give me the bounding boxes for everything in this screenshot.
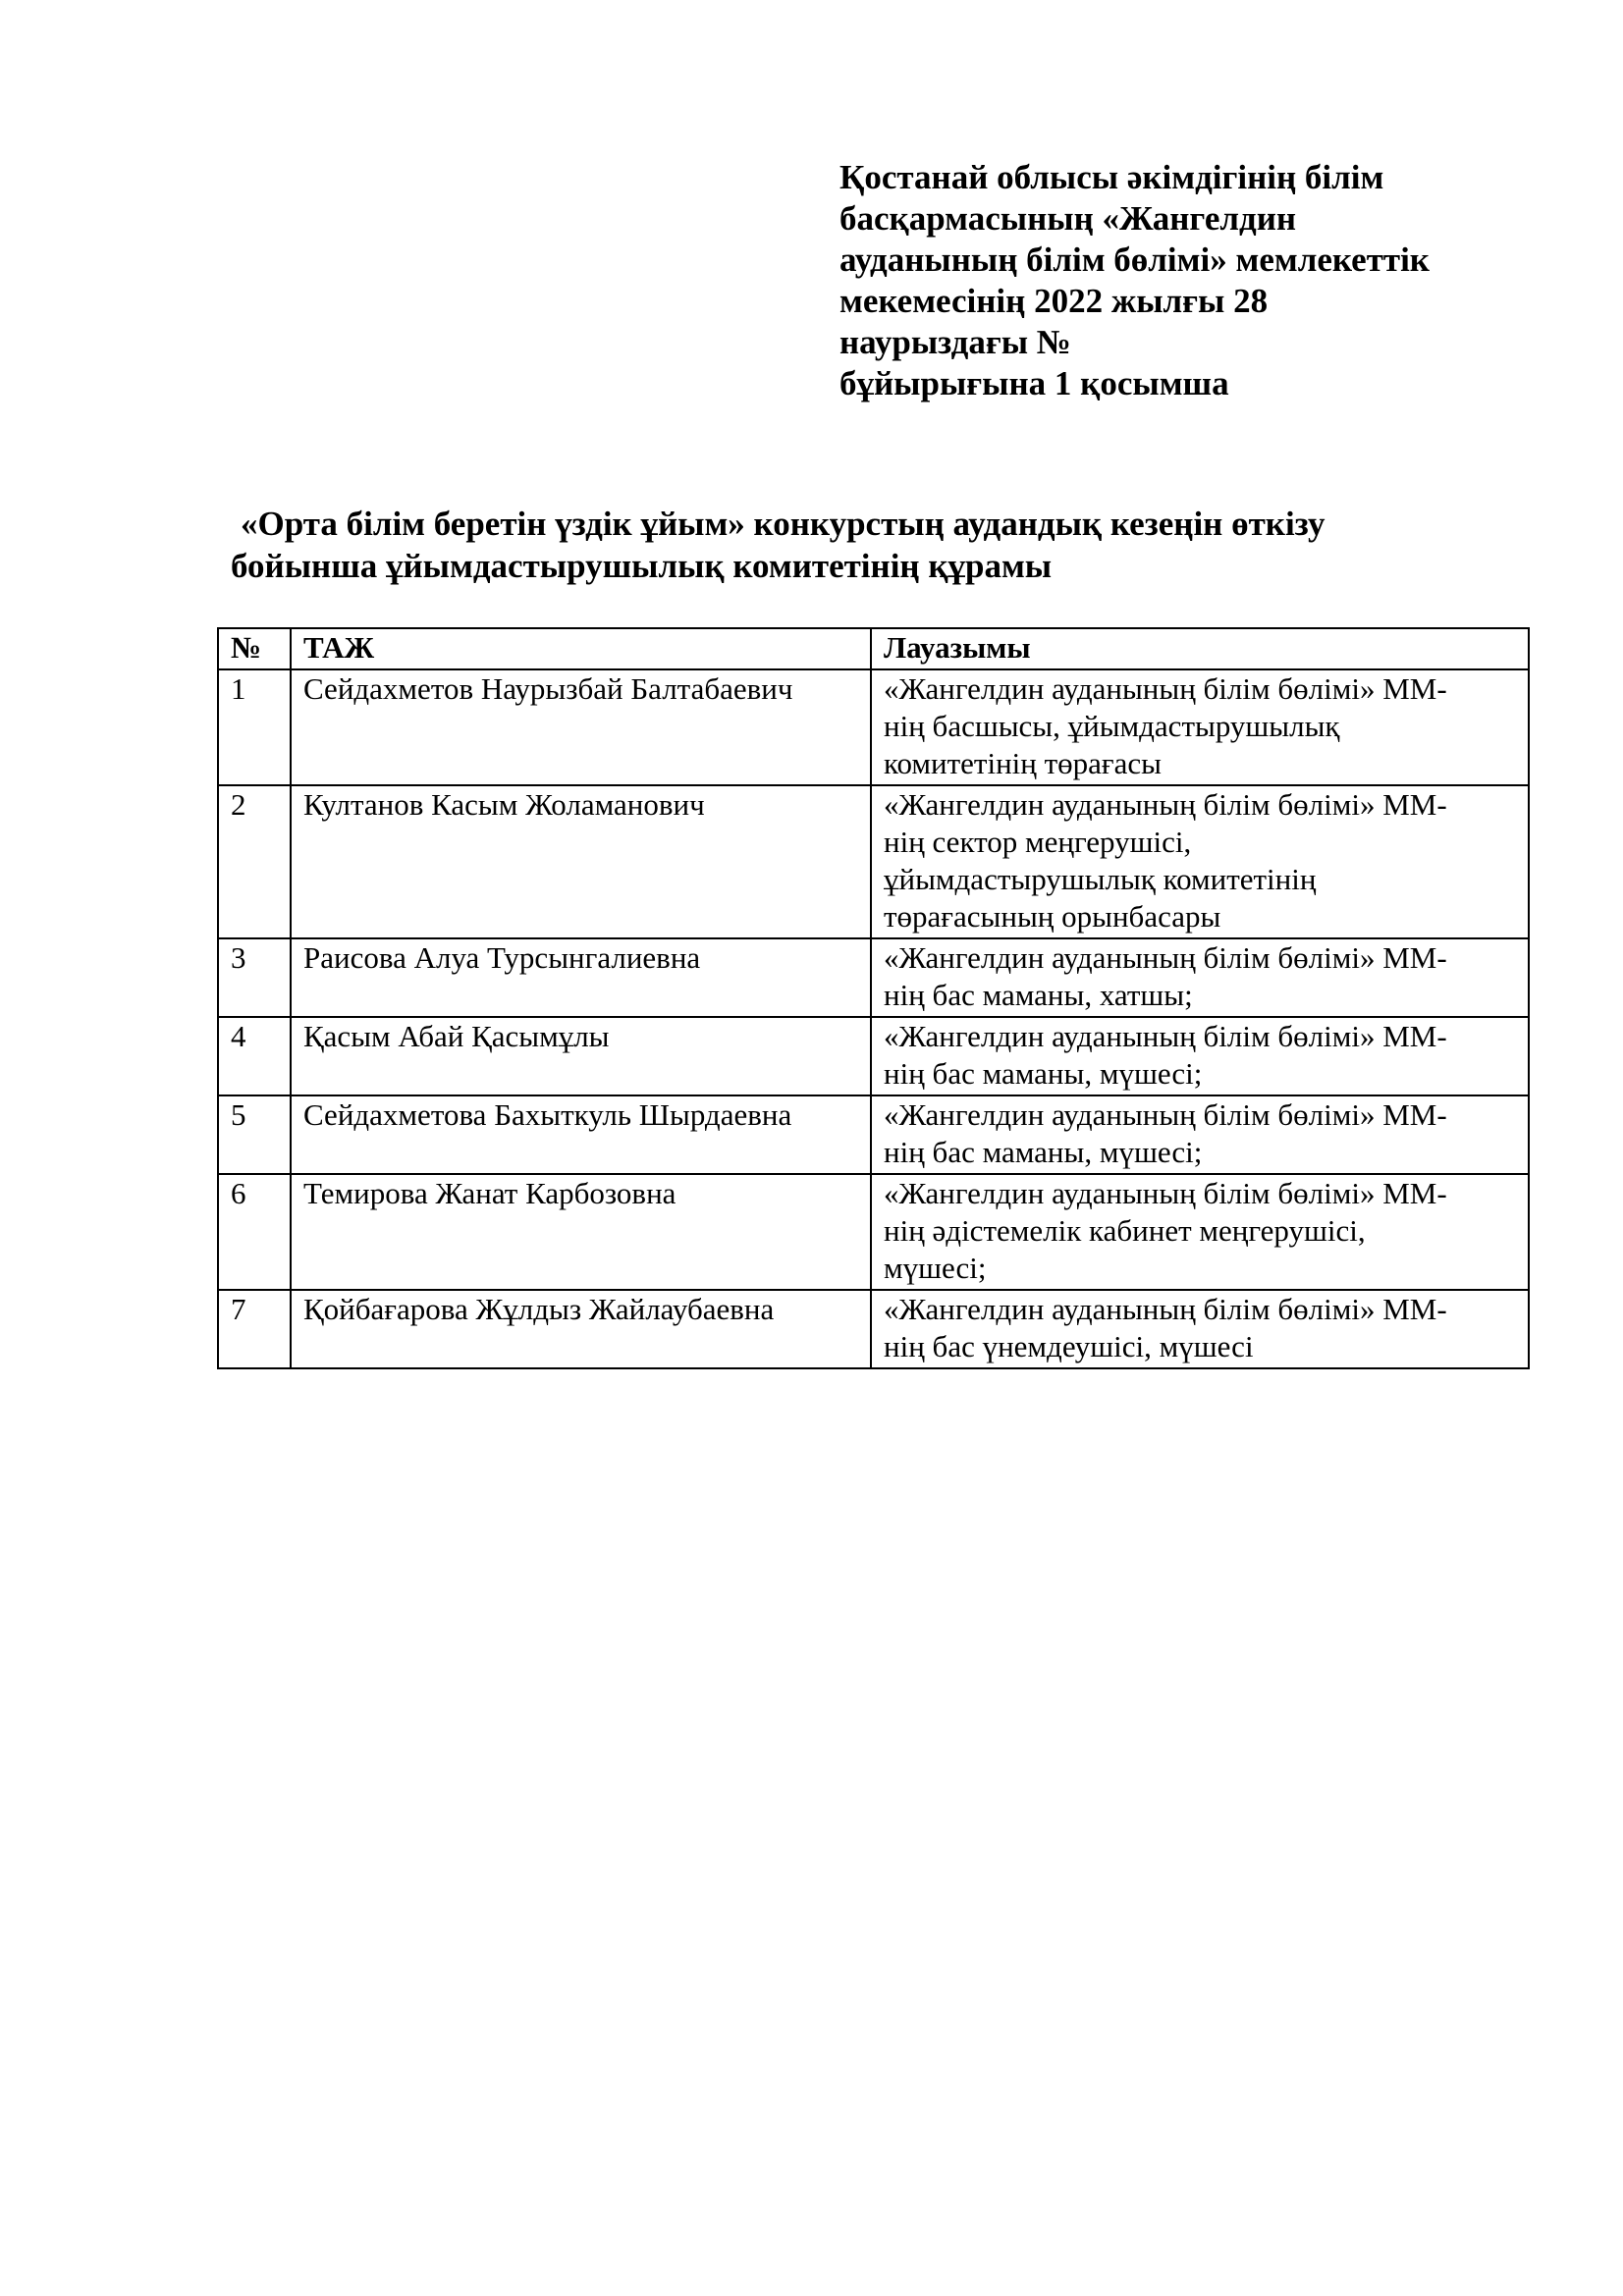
- table-row: [218, 938, 1529, 1017]
- position-line: «Жангелдин ауданының білім бөлімі» ММ-: [884, 787, 1447, 822]
- member-name: Раисова Алуа Турсынгалиевна: [291, 938, 871, 1017]
- position-line: нің бас маманы, хатшы;: [884, 978, 1193, 1012]
- position-line: ұйымдастырушылық комитетінің: [884, 862, 1317, 896]
- row-number: 6: [218, 1174, 291, 1290]
- position-line: «Жангелдин ауданының білім бөлімі» ММ-: [884, 671, 1447, 706]
- row-number: 1: [218, 669, 291, 785]
- row-number: 2: [218, 785, 291, 938]
- position-line: төрағасының орынбасары: [884, 899, 1221, 934]
- position-line: «Жангелдин ауданының білім бөлімі» ММ-: [884, 1097, 1447, 1132]
- position-line: нің басшысы, ұйымдастырушылық: [884, 709, 1340, 743]
- member-name: Темирова Жанат Карбозовна: [291, 1174, 871, 1290]
- title-line: «Орта білім беретін үздік ұйым» конкурстың аудандық кезеңін өткізу: [241, 505, 1325, 543]
- member-name: Сейдахметова Бахыткуль Шырдаевна: [291, 1095, 871, 1174]
- member-name: Сейдахметов Наурызбай Балтабаевич: [291, 669, 871, 785]
- annex-line: мекемесінің 2022 жылғы 28: [839, 282, 1269, 320]
- table-row: [218, 1174, 1529, 1290]
- table-row: [218, 1095, 1529, 1174]
- table-row: [218, 785, 1529, 938]
- header-position: Лауазымы: [871, 628, 1529, 669]
- table-row: [218, 1290, 1529, 1368]
- position-line: нің әдістемелік кабинет меңгерушісі,: [884, 1213, 1366, 1248]
- table-row: [218, 669, 1529, 785]
- position-line: «Жангелдин ауданының білім бөлімі» ММ-: [884, 940, 1447, 975]
- row-number: 3: [218, 938, 291, 1017]
- header-name: ТАЖ: [291, 628, 871, 669]
- member-position: [871, 938, 1529, 1017]
- member-name: Култанов Касым Жоламанович: [291, 785, 871, 938]
- position-line: нің бас үнемдеушісі, мүшесі: [884, 1329, 1254, 1363]
- annex-line: наурыздағы №: [839, 323, 1071, 361]
- position-line: нің сектор меңгерушісі,: [884, 825, 1192, 859]
- document-title: [231, 503, 1546, 587]
- position-line: «Жангелдин ауданының білім бөлімі» ММ-: [884, 1176, 1447, 1210]
- member-position: [871, 785, 1529, 938]
- row-number: 4: [218, 1017, 291, 1095]
- position-line: комитетінің төрағасы: [884, 746, 1162, 780]
- position-line: нің бас маманы, мүшесі;: [884, 1056, 1203, 1091]
- position-line: «Жангелдин ауданының білім бөлімі» ММ-: [884, 1292, 1447, 1326]
- member-name: Қасым Абай Қасымұлы: [291, 1017, 871, 1095]
- header-number: №: [218, 628, 291, 669]
- position-line: нің бас маманы, мүшесі;: [884, 1135, 1203, 1169]
- table-row: [218, 1017, 1529, 1095]
- annex-line: ауданының білім бөлімі» мемлекеттік: [839, 240, 1430, 279]
- member-position: [871, 1017, 1529, 1095]
- member-position: [871, 1095, 1529, 1174]
- position-line: мүшесі;: [884, 1251, 987, 1285]
- annex-line: бұйырығына 1 қосымша: [839, 364, 1229, 402]
- member-position: [871, 1174, 1529, 1290]
- member-name: Қойбағарова Жұлдыз Жайлаубаевна: [291, 1290, 871, 1368]
- annex-line: басқармасының «Жангелдин: [839, 199, 1297, 238]
- annex-line: Қостанай облысы әкімдігінің білім: [839, 158, 1384, 196]
- row-number: 7: [218, 1290, 291, 1368]
- row-number: 5: [218, 1095, 291, 1174]
- committee-table: [217, 627, 1530, 1369]
- annex-heading: [839, 157, 1546, 404]
- table-header-row: [218, 628, 1529, 669]
- position-line: «Жангелдин ауданының білім бөлімі» ММ-: [884, 1019, 1447, 1053]
- member-position: [871, 1290, 1529, 1368]
- title-line: бойынша ұйымдастырушылық комитетінің құрамы: [231, 547, 1053, 585]
- member-position: [871, 669, 1529, 785]
